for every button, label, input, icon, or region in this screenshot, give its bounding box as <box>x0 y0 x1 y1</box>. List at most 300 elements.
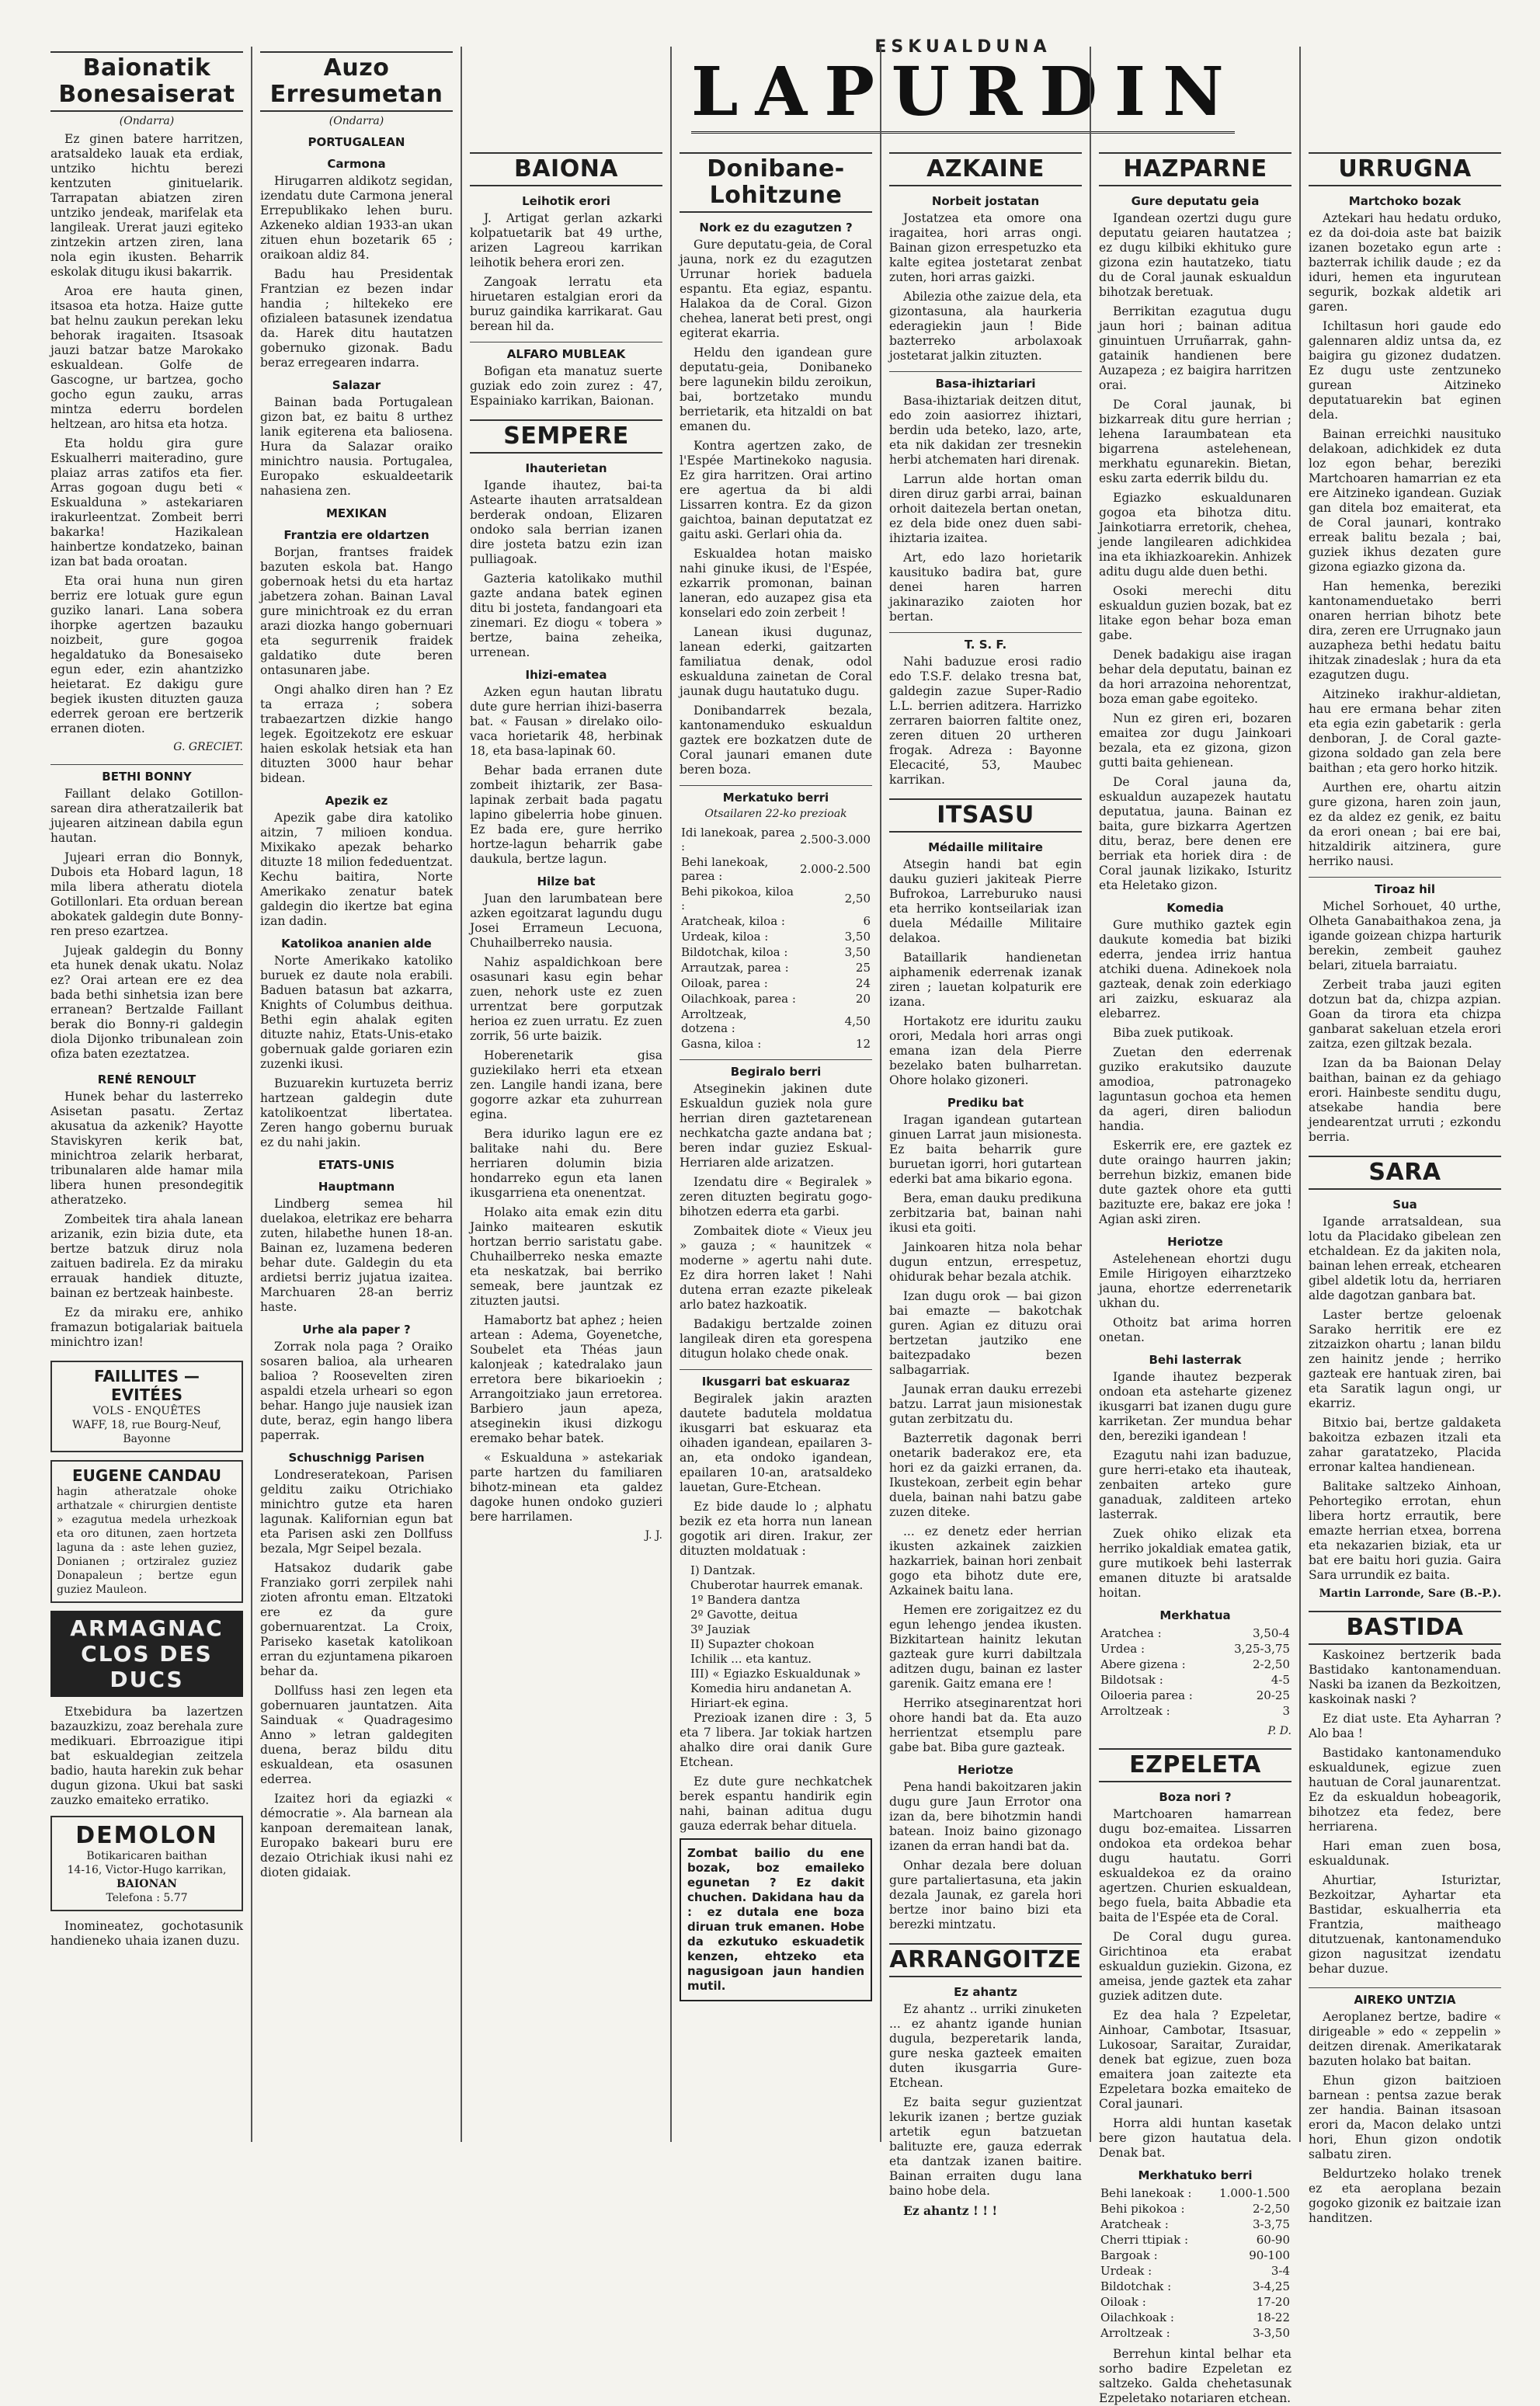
price-value: 1.000-1.500 <box>1219 2186 1290 2200</box>
price-value: 60-90 <box>1256 2233 1290 2247</box>
paragraph: Aztekari hau hedatu orduko, ez da doi-doia aste bat baizik izanen bozetako egun arte : bazterrak ichilik daude ; ez da iduri, hemen eta ingurutean segurik, bozkak aldetik ari garen. <box>1309 211 1501 314</box>
paragraph: Ez baita segur guzientzat lekurik izanen ; bertze guziak artetik egun batzuetan balituzte ere, gauza ederrak eta dantzak izanen baitire. Bainan erraiten dugu lana baino hobe dela. <box>889 2095 1082 2198</box>
price-item: Bargoak : <box>1100 2248 1158 2262</box>
paragraph: Zorrak nola paga ? Oraiko sosaren balioa, ala urhearen balioa ? Roosevelten ziren aspaldi etzela urheari so egon behar. Hango juje nausiek izan dute, beraz, egin hango libera paperrak. <box>260 1340 453 1442</box>
article-ezpeleta <box>1099 1748 1291 2406</box>
ad-text: hagin atheratzale ohoke arthatzale « chirurgien dentiste » ezagutua medela urhezkoak eta oro ditunen, zaen hortzeta laguna da : aste lehen guziez, Donianen ; ortziralez guziez Donapaleun ; bertze egun guziez Mauleon. <box>57 1486 237 1596</box>
price-value: 3,50 <box>844 945 871 959</box>
article-aireko-untzia <box>1309 1987 1501 2226</box>
section-heading: ALFARO MUBLEAK <box>470 342 662 361</box>
paragraph: Begiralek jakin arazten dautete badutela moldatua ikusgarri bat eskuaraz eta oihaden igandean, epailaren 3-an, eta ondoko igandean, epailaren 10-an, aratsaldeko lauetan, Gure-Etchean. <box>680 1392 872 1494</box>
paragraph: Eskerrik ere, ere gaztek ez dute oraingo haurren jakin; berrehun bizkiz, emanen bide dute gaztek ohore eta gutti bazituzte ere, bakaz ere joka ! Agian aski ziren. <box>1099 1139 1291 1226</box>
paragraph: Jujeak galdegin du Bonny eta hunek denak ukatu. Nolaz ez? Orai artean ere ez dea bada bethi sinhetsia izan bere erranean? Bertzalde Faillant berak dio Bonny-ri galdegin diola Dijonko tribunalean zoin ofiza baten ezeztatzea. <box>50 944 243 1061</box>
paragraph: Atsegin handi bat egin dauku guzieri jakiteak Pierre Bufrokoa, Larreburuko nausi eta herriko kontseilariak izan duela Médaille Militaire delakoa. <box>889 857 1082 945</box>
headline: HAZPARNE <box>1099 152 1291 186</box>
article-itsasu <box>889 798 1082 1932</box>
price-row <box>680 854 872 884</box>
headline: AZKAINE <box>889 152 1082 186</box>
program-item: II) Supazter chokoan <box>690 1637 815 1651</box>
section-heading: Basa-ihiztariari <box>889 371 1082 391</box>
price-item: Bildotchak : <box>1100 2279 1172 2293</box>
advertisement-faillites <box>50 1361 243 1452</box>
paragraph: Hortakotz ere iduritu zauku orori, Medala hori arras ongi emana izan dela Pierre bezelako baten bulharretan. Ohore holako gizoneri. <box>889 1014 1082 1087</box>
paragraph: Bazterretik dagonak berri onetarik baderakoz ere, eta hori ez da gaizki erranen, da. Ikustekoan, zerbeit egin behar duela, bainan nahi batzu gabe zuzen diteke. <box>889 1431 1082 1519</box>
article-baionatik <box>50 51 243 753</box>
price-table <box>680 825 872 1052</box>
paragraph: Ez ginen batere harritzen, aratsaldeko lauak eta erdiak, untziko hichtu berezi kentzuten ginituelarik. Tarrapatan abiatzen ziren untziko jendeak, marifelak eta langileak. Urerat jauzi egiteko zintzekin artzen ziren, lana nola egin ikusten. Beharrik eskolak ditugu ikusi bakarrik. <box>50 132 243 279</box>
section-subheading: Behi lasterrak <box>1149 1353 1242 1367</box>
price-row <box>1099 1672 1291 1688</box>
price-row <box>680 913 872 929</box>
article-bastida <box>1309 1611 1501 1977</box>
paragraph: Ez da miraku ere, anhiko framazun botigalariak baituela minichtro izan! <box>50 1306 243 1349</box>
paragraph: Hoberenetarik gisa guziekilako herri eta etxean zen. Langile handi izana, bere gogorre azkar eta zuhurrean egina. <box>470 1048 662 1121</box>
paragraph: Badakigu bertzalde zoinen langileak diren eta gorespena ditugun holako chede onak. <box>680 1317 872 1361</box>
price-value: 4-5 <box>1271 1673 1290 1687</box>
paragraph: Donibandarrek bezala, kantonamenduko eskualdun gaztek ere bozkatzen dute de Coral jaunari emanen dute beren boza. <box>680 704 872 777</box>
paragraph: Apezik gabe dira katoliko aitzin, 7 milioen kondua. Mixikako apezak beharko dituzte 18 milion fededuentzat. Kechu baitira, Norte Amerikako zenatur batek galdegin dio ikertze bat egina izan dadin. <box>260 811 453 928</box>
masthead-kicker: ESKUALDUNA <box>874 37 1052 57</box>
paragraph: Inomineatez, gochotasunik handieneko uhaia izanen duzu. <box>50 1919 243 1948</box>
paragraph: Prezioak izanen dire : 3, 5 eta 7 libera. Jar tokiak hartzen ahalko dire orai danik Gure Etchean. <box>680 1711 872 1769</box>
signature: G. GRECIET. <box>173 741 243 753</box>
section-subheading: Urhe ala paper ? <box>302 1323 411 1337</box>
article-baiona <box>470 152 662 409</box>
paragraph: Behar bada erranen dute zombeit ihiztarik, zer Basa-lapinak zerbait bada pagatu lapino gibelerria hobe ginuen. Ez bada ere, gure herriko hortze-lagun beharrik gabe daukula, bertze lagun. <box>470 763 662 866</box>
price-item: Arroltzeak, dotzena : <box>681 1007 747 1035</box>
price-item: Idi lanekoak, parea : <box>681 826 795 854</box>
paragraph: Bera iduriko lagun ere ez balitake nahi du. Bere herriaren dolumin bizia hondarreko egun eta lanen ikusgarriena eta onenentzat. <box>470 1127 662 1200</box>
price-value: 20-25 <box>1256 1688 1290 1702</box>
paragraph: Horra aldi huntan kasetak bere gizon hautatua dela. Denak bat. <box>1099 2116 1291 2160</box>
price-value: 90-100 <box>1249 2248 1290 2262</box>
section-subheading: Frantzia ere oldartzen <box>283 528 429 542</box>
paragraph: Dollfuss hasi zen legen eta gobernuaren jauntatzen. Aita Sainduak « Quadragesimo Anno » letran galdegiten duena, beraz bildu ditu eskualdean, eta osasunen ederrea. <box>260 1684 453 1786</box>
paragraph: Igande ihautez bezperak ondoan eta asteharte gizenez ikusgarri bat izanen dugu gure karriketan. Zer mundua behar den, bereziki igandean ! <box>1099 1370 1291 1443</box>
paragraph: Aurthen ere, ohartu aitzin gure gizona, haren zoin jaun, ez da aldez ez genik, ez baitu da erori onean ; bai ere bai, hitzaldirik aitzinera, gure herriko nausi. <box>1309 781 1501 868</box>
price-row <box>1099 1703 1291 1719</box>
price-value: 3-4,25 <box>1252 2279 1290 2293</box>
paragraph: Bera, eman dauku predikuna zerbitzaria bat, bainan nahi ikusi eta goiti. <box>889 1191 1082 1235</box>
masthead-title: LAPURDIN <box>691 53 1241 131</box>
price-value: 20 <box>855 992 871 1006</box>
paragraph: Zuek ohiko elizak eta herriko jokaldiak ematea gatik, gure mutikoek behi lasterrak emanen dituzte bi aratsalde hoitan. <box>1099 1527 1291 1600</box>
paragraph: Nahi baduzue erosi radio edo T.S.F. delako tresna bat, galdegin zazue Super-Radio L.L. berrien aditzera. Harrizko zerraren baiorren faltite onez, zeren dituen 20 urtheren frogak. Adreza : Bayonne Elecacité, 53, Maubec karrikan. <box>889 655 1082 787</box>
price-item: Behi lanekoak, parea : <box>681 855 769 883</box>
paragraph: Igande ihautez, bai-ta Astearte ihauten arratsaldean berderak ondoan, Elizaren ondoko sala berrian izanen dire josteta batzu ezin izan pulliagoak. <box>470 478 662 566</box>
section-subheading: Komedia <box>1166 901 1224 915</box>
program-item: III) « Egiazko Eskualdunak » <box>690 1667 861 1681</box>
article-sara <box>1309 1156 1501 1600</box>
headline: Donibane-Lohitzune <box>680 152 872 213</box>
paragraph: Izan da ba Baionan Delay baithan, bainan ez da gehiago erori. Hainbeste senditu dugu, atsekabe handia bere jendearentzat urruti ; ezkondu berria. <box>1309 1056 1501 1144</box>
program-item: 3º Jauziak <box>690 1622 750 1636</box>
section-subheading: Gure deputatu geia <box>1131 194 1260 208</box>
price-value: 17-20 <box>1256 2295 1290 2309</box>
price-value: 2.000-2.500 <box>800 862 871 876</box>
price-value: 3-3,75 <box>1252 2217 1290 2231</box>
signature: Martin Larronde, Sare (B.-P.). <box>1319 1587 1501 1600</box>
columns <box>43 47 1509 2405</box>
paragraph: Lindberg semea hil duelakoa, eletrikaz ere beharra zuten, hilabethe hunen 18-an. Bainan ez, luzamena bederen behar dute. Galdegin du eta ardietsi berriz jujatua izaitea. Marchuaren 28-an berriz haste. <box>260 1197 453 1314</box>
section-subheading: Heriotze <box>1167 1235 1223 1249</box>
paragraph: Atseginekin jakinen dute Eskualdun guziek nola gure herrian diren gaztetarenean nechkatcha gazte andana bat ; beren indar guziez Eskual-Herriaren alde arizatzen. <box>680 1082 872 1170</box>
paragraph: Izaitez hori da egiazki « démocratie ». Ala barnean ala kanpoan deremaitean lanak, Europako bakeari buru ere dezaio Otrichiak ikusi nahi ez dioten gidaiak. <box>260 1792 453 1879</box>
paragraph: Zuetan den ederrenak guziko erakutsiko dauzute amodioa, patronageko laguntasun gochoa eta hemen da ageri, diren baliodun handia. <box>1099 1045 1291 1133</box>
section-heading: Merkatuko berri <box>680 785 872 805</box>
paragraph: Jostatzea eta omore ona iragaitea, hori arras ongi. Bainan gizon errespetuzko eta kalte egitea jostetarat zenbat zuten, hori arras gaizki. <box>889 211 1082 284</box>
paragraph: Abilezia othe zaizue dela, eta gizontasuna, ala haurkeria ederagiekin jaun ! Bide bazterreko arbolaxoak jostetarat jalkin zituzten. <box>889 290 1082 363</box>
section-subheading: Sua <box>1392 1198 1417 1212</box>
price-item: Oilachkoak : <box>1100 2310 1174 2324</box>
paragraph: Igande arratsaldean, sua lotu da Placidako gibelean zen etchaldean. Ez da jakiten nola, bainan lehen erreak, etchearen gibel aldetik lotu da, herriaren alde dagotzan ganbara bat. <box>1309 1215 1501 1302</box>
price-item: Abere gizena : <box>1100 1657 1186 1671</box>
paragraph: Michel Sorhouet, 40 urthe, Olheta Ganabaithakoa zena, ja igande goizean chizpa harturik berekin, zembeit gauhez belari, zituela barraiatu. <box>1309 899 1501 972</box>
section-subheading: Prediku bat <box>947 1096 1024 1110</box>
paragraph: Aitzineko irakhur-aldietan, hau ere ermana behar ziten eta egia ezin gabetarik : gerla denboran, J. de Coral gazte-gizona soldado gan zela bere baithan ; eta gero horko hitzik. <box>1309 687 1501 775</box>
price-value: 12 <box>855 1037 871 1051</box>
paragraph: Faillant delako Gotillon-sarean dira atheratzailerik bat jujearen aitzinean dabila egun hautan. <box>50 787 243 845</box>
price-row <box>680 960 872 975</box>
section-subheading: Merkhatua <box>1159 1608 1231 1622</box>
price-row <box>1099 2279 1291 2294</box>
price-row <box>1099 1641 1291 1657</box>
paragraph: Astelehenean ehortzi dugu Emile Hirigoyen eiharztzeko jauna, ehortze ederrenetarik ukhan du. <box>1099 1252 1291 1310</box>
section-heading: BETHI BONNY <box>50 764 243 784</box>
paragraph: Gazteria katolikako muthil gazte andana batek eginen ditu bi josteta, fandangoari eta zinemari. Ez diogu « tobera » bertze, baina zeheika, urrenean. <box>470 572 662 659</box>
article-azkaine <box>889 152 1082 788</box>
paragraph: Kaskoinez bertzerik bada Bastidako kantonamenduan. Naski ba izanen da Bezkoitzen, kaskoinak naski ? <box>1309 1648 1501 1706</box>
price-value: 2.500-3.000 <box>800 833 871 847</box>
price-row <box>680 975 872 991</box>
article-auzo-erresumetan <box>260 51 453 1880</box>
paragraph: Berrikitan ezagutua dugu jaun hori ; bainan aditua ginuintuen Urruñarrak, gahn-gatainik handienen bere Auzapeza ; ez baigira harritzen orai. <box>1099 304 1291 392</box>
ad-line: Botikaricaren baithan <box>86 1850 207 1862</box>
price-item: Aratchea : <box>1100 1626 1162 1640</box>
paragraph: Juan den larumbatean bere azken egoitzarat lagundu dugu Josei Errameun Lecuona, Chuhailberreko nausia. <box>470 892 662 950</box>
ad-line: VOLS - ENQUÊTES <box>92 1405 201 1417</box>
price-value: 3,25-3,75 <box>1234 1642 1290 1656</box>
paragraph: Ongi ahalko diren han ? Ez ta erraza ; sobera trabaezartzen dizkie hango legek. Egoitzekotz ere eskuar haien eskolak hetsiak eta han dituzten 3000 haur behar bidean. <box>260 683 453 785</box>
ad-line: WAFF, 18, rue Bourg-Neuf, Bayonne <box>72 1419 221 1445</box>
price-item: Cherri ttipiak : <box>1100 2233 1189 2247</box>
paragraph: Norte Amerikako katoliko buruek ez daute nola erabili. Baduen batasun bat azkarra, Knights of Columbus deithua. Bethi egin ahalak egiten dituzte nahiz, Etats-Unis-etako gobernuak galde goriaren ezin zuzenki ikusi. <box>260 954 453 1071</box>
paragraph: Balitake saltzeko Ainhoan, Pehortegiko errotan, ehun libera hortz errautik, bere emazte herrian etxea, borrena eta nekazarien biziak, eta ur bat ere baitu hori guzia. Gaira Sara urrundik ez baita. <box>1309 1479 1501 1582</box>
price-item: Arrautzak, parea : <box>681 961 789 975</box>
paragraph: Han hemenka, bereziki kantonamenduetako berri onaren herrian bihotz bete dira, zeren ere Urrugnako jaun auzapheza bethi hedatu baitu ihitzak zinadeslak ; hura da eta ezagutzen dugu. <box>1309 579 1501 682</box>
price-row <box>680 944 872 960</box>
section-subheading: Apezik ez <box>325 794 388 808</box>
program-item: Komedia hiru andanetan A. Hiriart-ek egina. <box>690 1681 852 1710</box>
article-rene-renoult <box>50 1073 243 1350</box>
price-row <box>1099 2201 1291 2217</box>
price-row <box>1099 2263 1291 2279</box>
section-subheading: Médaille militaire <box>928 840 1043 854</box>
paragraph: Zerbeit traba jauzi egiten dotzun bat da, chizpa azpian. Goan da tirora eta chizpa ganbarat sakeluan etzela erori zaitza, ezen giltzak bezala. <box>1309 978 1501 1051</box>
paragraph: Zombaitek diote « Vieux jeu » gauza ; « haunitzek « moderne » agertu nahi dute. Ez dira horren laket ! Nahi dutena erran ezazte pikeleak arlo batez hazkoatik. <box>680 1224 872 1312</box>
price-row <box>680 1007 872 1036</box>
ad-title: EUGENE CANDAU <box>72 1466 221 1485</box>
price-row <box>680 1036 872 1052</box>
price-row <box>1099 2217 1291 2232</box>
ad-title: DEMOLON <box>75 1822 218 1849</box>
price-row <box>1099 1657 1291 1672</box>
section-subheading: Boza nori ? <box>1159 1790 1232 1804</box>
paragraph: ... ez denetz eder herrian ikusten azkainek zaizkien hazkarriek, bainan hori zenbait gogo eta bihotz dute ere, Azkainek baitu lana. <box>889 1525 1082 1598</box>
price-item: Arroltzeak : <box>1100 2326 1170 2340</box>
column-3 <box>462 47 672 2142</box>
column-7 <box>1301 47 1509 2225</box>
paragraph: « Eskualduna » astekariak parte hartzen du familiaren bihotz-minean eta galdez dagoke hunen ondoko guzieri bere harrilamen. <box>470 1451 662 1524</box>
section-heading: PORTUGALEAN <box>308 135 405 149</box>
paragraph: Bainan bada Portugalean gizon bat, ez baitu 8 urthez lanik egiterena eta baliosena. Hura da Salazar oraiko minichtro nausia. Portugalea, Europako eskualdeetarik nahasiena zen. <box>260 395 453 498</box>
paragraph: Jaunak erran dauku errezebi batzu. Larrat jaun misionestak gutan zerbitzatu du. <box>889 1382 1082 1426</box>
section-subheading: Hilze bat <box>537 874 596 888</box>
headline: ARRANGOITZE <box>889 1943 1082 1977</box>
paragraph: Hamabortz bat aphez ; heien artean : Adema, Goyenetche, Soubelet eta Théas jaun kalonjeak ; katedralako jaun erretora bere bikarioekin ; Arrangoitziako jaun erretorea. Barbiero jaun apeza, atseginekin ikusi dizkogu eremako behar batek. <box>470 1313 662 1445</box>
section-subheading: Katolikoa ananien alde <box>281 937 432 951</box>
price-item: Behi lanekoak : <box>1100 2186 1192 2200</box>
column-5 <box>881 47 1091 2218</box>
headline: SEMPERE <box>470 419 662 454</box>
section-subheading: Norbeit jostatan <box>931 194 1040 208</box>
price-item: Urdea : <box>1100 1642 1145 1656</box>
section-subheading: Leihotik erori <box>522 194 610 208</box>
headline: BASTIDA <box>1309 1611 1501 1645</box>
paragraph: Aroa ere hauta ginen, itsasoa eta hotza. Haize gutte bat helnu zaukun perekan leku behorak iragaiten. Itsasoak jauzi batzar batze Marokako eskualdean. Golfe de Gascogne, ur bartzea, gocho gocho egun zauku, arras mintza ederru bordelen heltzean, aro hitsa eta hotza. <box>50 284 243 431</box>
paragraph: Igandean ozertzi dugu gure deputatu geiaren hautatzea ; ez dugu kilbiki ekhituko gure gizona ezin hautatzeko, tiatu du de Coral jaunak eskualdun bihotzak beretuak. <box>1099 211 1291 299</box>
paragraph: Hatsakoz dudarik gabe Franziako gorri zerpilek nahi zioten afrontu eman. Eltzatoki ere ez da gure gobernuarentzat. La Croix, Pariseko kasetak katolikoan erran du ezjuntamena pikaroen behar da. <box>260 1561 453 1678</box>
price-item: Oiloak, parea : <box>681 976 768 990</box>
paragraph: Ez ahantz ! ! ! <box>903 2203 998 2218</box>
paragraph: Ez bide daude lo ; alphatu bezik ez eta horra nun lanean gogotik ari diren. Irakur, zer dituzten moldatuak : <box>680 1500 872 1558</box>
column-2 <box>252 47 462 2142</box>
article-arrangoitze <box>889 1943 1082 2218</box>
headline: ITSASU <box>889 798 1082 833</box>
section-subheading: Ihizi-ematea <box>525 668 607 682</box>
column-6 <box>1091 47 1301 2405</box>
section-subheading: Ez ahantz <box>954 1985 1017 1999</box>
section-subheading: Heriotze <box>958 1763 1013 1777</box>
price-item: Behi pikokoa : <box>1100 2202 1185 2216</box>
price-item: Oiloak : <box>1100 2295 1146 2309</box>
section-subheading: Hauptmann <box>318 1180 395 1194</box>
paragraph: Ez dute gure nechkatchek berek espantu handirik egin nahi, bainan aditua dugu gauza ederrak behar dituela. <box>680 1775 872 1833</box>
program-item: Chuberotar haurrek emanak. <box>690 1578 864 1592</box>
paragraph: Eta orai huna nun giren berriz ere lotuak gure egun guziko lanari. Lana sobera ihorpke agertzen bazauku noizbeit, gure gogoa hegaldatuko da Bonesaiseko egun eder, ezin ahantzizko heietarat. Ez dakigu gure begiek ikusten dituzten gauza ederrek geroan ere bertzerik erranen dioten. <box>50 574 243 735</box>
price-value: 3 <box>1282 1704 1290 1718</box>
paragraph: Eta holdu gira gure Eskualherri maiteradino, gure plaiaz arras zatifos eta fier. Arras gogoan dugu beti « Eskualduna » astekariaren irakurleentzat. Zombeit berri bakarka! Hazikalean hainbertze kondatzeko, bainan izan bat bada oroatan. <box>50 436 243 568</box>
price-value: 24 <box>855 976 871 990</box>
headline: URRUGNA <box>1309 152 1501 186</box>
paragraph: Hunek behar du lasterreko Asisetan pasatu. Zertaz akusatua da azkenik? Hayotte Staviskyren kerik bat, minichtroa zelarik herbarat, tribunalaren alde hamar mila libera hunen presondegitik atheratzeko. <box>50 1090 243 1207</box>
ad-line: 14-16, Victor-Hugo karrikan, <box>67 1864 227 1876</box>
paragraph: Bastidako kantonamenduko eskualdunek, egizue zuen hautuan de Coral jaunarentzat. Ez da eskualdun hobeagorik, bihotzez eta fedez, bere herriarena. <box>1309 1746 1501 1834</box>
price-row <box>680 929 872 944</box>
price-value: 2-2,50 <box>1252 1657 1290 1671</box>
paragraph: Holako aita emak ezin ditu Jainko maitearen eskutik hortzan berrio saristatu gabe. Chuhailberreko neska emazte eta neskatzak, bai berriko semeak, bere jauntzak ez zituzten jautsi. <box>470 1205 662 1308</box>
article-urrugna <box>1309 152 1501 1145</box>
paragraph: Iragan igandean gutartean ginuen Larrat jaun misionesta. Ez baita beharrik gure buruetan igorri, hori gutartean ederki bat ama bikario egona. <box>889 1113 1082 1186</box>
price-value: 3-3,50 <box>1252 2326 1290 2340</box>
price-row <box>1099 1688 1291 1703</box>
price-table <box>1099 1625 1291 1719</box>
paragraph: Biba zuek putikoak. <box>1113 1026 1234 1040</box>
section-heading: ETATS-UNIS <box>318 1158 395 1172</box>
paragraph: Ez dea hala ? Ezpeletar, Ainhoar, Cambotar, Itsasuar, Lukosoar, Saraitar, Zuraidar, denek bat egizue, zuen boza emaitera joan zaitezte eta Ezpeletara bozka emaiteko de Coral jaunari. <box>1099 2008 1291 2111</box>
subheadline: (Ondarra) <box>329 115 384 127</box>
price-item: Aratcheak : <box>1100 2217 1169 2231</box>
program-list <box>680 1563 872 1711</box>
ad-line: Telefona : 5.77 <box>106 1892 188 1904</box>
paragraph: Berrehun kintal belhar eta sorho badire Ezpeletan ez saltzeko. Galda chehetasunak Ezpeletako notariaren etchean. <box>1099 2347 1291 2405</box>
paragraph: Kontra agertzen zako, de l'Espée Martinekoko nagusia. Ez gira harritzen. Orai artino ere agertua da bi aldi Lissarren kontra. Ez da gizon gaichtoa, bainan deputatzat ez gaitu aski. Gerlari ohia da. <box>680 439 872 541</box>
paragraph: Buzuarekin kurtuzeta berriz hartzean galdegin dute katolikoentzat libertatea. Zeren hango gobernu buruak ez du nahi jakin. <box>260 1076 453 1149</box>
paragraph: Art, edo lazo horietarik kausituko badira bat, gure denei haren harren jakinaraziko zaioten hor bertan. <box>889 551 1082 624</box>
notice-box: Zombat bailio du ene bozak, boz emaileko egunetan ? Ez dakit chuchen. Dakidana hau da : ez dutala ene boza diruan truk emanen. Hobe da ezkutuko eskuadetik kenzen, ehtzeko eta nagusigoan jaun handien mutil. <box>680 1838 872 2001</box>
paragraph: Osoki merechi ditu eskualdun guzien bozak, bat ez litake egon behar boza eman gabe. <box>1099 584 1291 642</box>
paragraph: Jainkoaren hitza nola behar dugun entzun, errespetuz, ohidurak behar bezala atchik. <box>889 1240 1082 1284</box>
section-subheading: Carmona <box>327 157 386 171</box>
price-item: Bildotsak : <box>1100 1673 1163 1687</box>
price-row <box>680 991 872 1007</box>
paragraph: Herriko atseginarentzat hori ohore handi bat da. Eta auzo herrientzat etsemplu pare gabe bat. Biba gure gazteak. <box>889 1696 1082 1754</box>
program-item: Ichilik ... eta kantuz. <box>690 1652 812 1666</box>
price-value: 2,50 <box>844 892 871 906</box>
paragraph: Jujeari erran dio Bonnyk, Dubois eta Hobard lagun, 18 mila libera atheratu diotela Gotillonlari. Eta orduan berean abokatek galdegin dute Bonny-ren preso ezartzea. <box>50 850 243 938</box>
price-value: 2-2,50 <box>1252 2202 1290 2216</box>
price-row <box>1099 2310 1291 2325</box>
paragraph: Aeroplanez bertze, badire « dirigeable » edo « zeppelin » deitzen direnak. Amerikatarak bazuten holako bat baitan. <box>1309 2010 1501 2068</box>
price-item: Gasna, kiloa : <box>681 1037 762 1051</box>
paragraph: De Coral jauna da, eskualdun auzapezek hautatu deputatua, jauna. Bainan ez baita, gure bizkarra Agertzen ditu, beraz, bere denen ere berriak eta horiek dira : de Coral jaunak lizikako, Isturitz eta Heletako gizon. <box>1099 775 1291 892</box>
signature: P. D. <box>1267 1725 1291 1737</box>
paragraph: Bainan erreichki nausituko delakoan, adichkidek ez duta loz egon behar, bereziki Martchoaren hamarrian ez eta ere Aitzineko igandean. Guziak gan ditela boz emaiterat, eta de Coral jaunari, kontrako erreak balitu bezala ; bai, guziek ikhus dezaten gure gizona egiazko gizona da. <box>1309 427 1501 574</box>
section-subheading: Salazar <box>332 378 381 392</box>
price-row <box>680 884 872 913</box>
section-subheading: Schuschnigg Parisen <box>288 1451 425 1465</box>
paragraph: Ez diat uste. Eta Ayharran ? Alo baa ! <box>1309 1712 1501 1740</box>
paragraph: Larrun alde hortan oman diren diruz garbi arrai, bainan orhoit daitezela bertan onetan, ez dela bide onez duen sabi-ihiztaria izaitea. <box>889 472 1082 545</box>
paragraph: Londreseratekoan, Parisen gelditu zaiku Otrichiako minichtro gutze eta haren lagunak. Kalifornian egun bat eta Parisen aski zen Dollfuss bezala, Mgr Seipel bezala. <box>260 1468 453 1556</box>
paragraph: Nun ez giren eri, bozaren emaitea zor dugu Jainkoari bezala, eta ez gizona, gizon gutti baita gehienean. <box>1099 711 1291 770</box>
paragraph: Izendatu dire « Begiralek » zeren dituzten begiratu gogo-bihotzen ederra eta garbi. <box>680 1175 872 1219</box>
price-row <box>1099 1625 1291 1641</box>
paragraph: Othoitz bat arima horren onetan. <box>1099 1316 1291 1344</box>
paragraph: Borjan, frantses fraidek bazuten eskola bat. Hango gobernoak hetsi du eta hartaz jabetzera zohan. Bainan Laval gure minichtroak ez du erran arazi diozka hango gobernuari eta segurrenik fraidek galdatiko dute beren ontasunaren jabe. <box>260 545 453 677</box>
headline: BAIONA <box>470 152 662 186</box>
paragraph: Onhar dezala bere doluan gure partaliertasuna, eta jakin dezala Jaunak, ez garela hori bertze inor baino bizi eta berezki mintzatu. <box>889 1858 1082 1931</box>
program-item: 1º Bandera dantza <box>690 1593 801 1607</box>
headline: SARA <box>1309 1156 1501 1190</box>
section-heading: Ikusgarri bat eskuaraz <box>680 1369 872 1389</box>
paragraph: Beldurtzeko holako trenek ez eta aeroplana bezain gogoko gizonik ez baitzaie izan handitzen. <box>1309 2167 1501 2225</box>
section-subheading: Ihauterietan <box>525 461 607 475</box>
price-item: Aratcheak, kiloa : <box>681 914 785 928</box>
price-row <box>1099 2325 1291 2341</box>
price-item: Arroltzeak : <box>1100 1704 1170 1718</box>
paragraph: Martchoaren hamarrean dugu boz-emaitea. Lissarren ondokoa eta ordekoa behar dugu hautatu. Gorri eskualdekoa ez da oraino agertzen. Churien eskualdean, bego fuela, baita Abbadie eta baita de l'Espée eta de Coral. <box>1099 1807 1291 1924</box>
section-heading: MEXIKAN <box>325 506 388 520</box>
paragraph: Bofigan eta manatuz suerte guziak edo zoin zurez : 47, Espainiako karrikan, Baionan. <box>470 364 662 408</box>
ad-line: BAIONAN <box>116 1878 177 1890</box>
paragraph: Zangoak lerratu eta hiruetaren estalgian erori da buruz gaindika karrikarat. Gau berean hil da. <box>470 275 662 333</box>
paragraph: Azken egun hautan libratu dute gure herrian ihizi-baserra bat. « Fausan » direlako oilo-vaca horietarik 48, herbinak 18, eta basa-lapinak 60. <box>470 685 662 758</box>
price-row <box>680 825 872 854</box>
paragraph: Gure muthiko gaztek egin daukute komedia bat biziki ederra, jendea irriz hantua atchiki duena. Adinekoek nola gazteak, denak zoin ederkiago ari zaizku, eskuaraz ala elebarrez. <box>1099 918 1291 1020</box>
section-subheading: Merkhatuko berri <box>1138 2168 1253 2182</box>
section-heading: Tiroaz hil <box>1309 877 1501 896</box>
ad-title: FAILLITES — EVITÉES <box>94 1367 200 1404</box>
paragraph: Egiazko eskualdunaren gogoa eta bihotza ditu. Jainkotiarra erretorik, chehea, jende langilearen adichkidea ina eta ikhiazkoarekin. Anhizek aditu dugu alde duen bethi. <box>1099 491 1291 579</box>
section-heading: T. S. F. <box>889 632 1082 652</box>
advertisement-armagnac: ARMAGNAC CLOS DES DUCS <box>50 1611 243 1697</box>
paragraph: Denek badakigu aise iragan behar dela deputatu, bainan ez da hori arrazoina nehorentzat, boza eman gabe egoiteko. <box>1099 648 1291 706</box>
price-row <box>1099 2232 1291 2248</box>
price-item: Urdeak : <box>1100 2264 1152 2278</box>
paragraph: Pena handi bakoitzaren jakin dugu gure Jaun Errotor ona izan da, bere bihotzmin handi batean. Inoiz baino gizonago izanen da erran handi bat da. <box>889 1780 1082 1853</box>
article-hazparne <box>1099 152 1291 1737</box>
paragraph: Ichiltasun hori gaude edo galennaren aldiz untsa da, ez baigira gu gizonez dudatzen. Ez dugu uste zentzuneko gurean Aitzineko deputatuarekin bat eginen dela. <box>1309 319 1501 422</box>
article-donibane <box>680 152 872 2001</box>
price-item: Urdeak, kiloa : <box>681 930 769 944</box>
headline: Auzo Erresumetan <box>260 51 453 112</box>
price-table <box>1099 2185 1291 2341</box>
price-item: Bildotchak, kiloa : <box>681 945 788 959</box>
paragraph: Ahurtiar, Isturiztar, Bezkoitzar, Ayhartar eta Bastidar, eskualherria eta Frantzia, maitheago ditutzuenak, kantonamenduko gizon nagusitzat izendatu behar duzue. <box>1309 1873 1501 1976</box>
price-date: Otsailaren 22-ko prezioak <box>704 808 847 820</box>
paragraph: Bataillarik handienetan aiphamenik ederrenak izanak ziren ; lauetan kolpaturik ere izana. <box>889 951 1082 1009</box>
column-4 <box>672 47 881 2142</box>
price-value: 3,50 <box>844 930 871 944</box>
paragraph: Hari eman zuen bosa, eskualdunak. <box>1309 1839 1501 1868</box>
section-heading: Begiralo berri <box>680 1059 872 1079</box>
paragraph: De Coral jaunak, bi bizkarreak ditu gure herrian ; lehena Iaraumbatean eta bigarrena astelehenean, merkhatu egunarekin. Bietan, esku zarta ederrik bildu du. <box>1099 398 1291 485</box>
paragraph: Laster bertze geloenak Sarako herritik ere ez zitzaizkon ohartu ; lanan bildu zen hainitz jende ; herriko gazteak ere hantuak ziren, bai eta Saratik lagun ongi, ur ekarriz. <box>1309 1308 1501 1410</box>
price-value: 18-22 <box>1256 2310 1290 2324</box>
subheadline: (Ondarra) <box>119 115 175 127</box>
price-item: Behi pikokoa, kiloa : <box>681 885 794 913</box>
signature: J. J. <box>645 1529 662 1542</box>
paragraph: Eskualdea hotan maisko nahi ginuke ikusi, de l'Espée, ezkarrik promonan, bainan laneran, edo auzapez gisa eta konselari edo zoin zerbeit ! <box>680 547 872 620</box>
paragraph: De Coral dugu gurea. Girichtinoa eta erabat eskualdun guziekin. Gizona, ez ameisa, jende gaztek eta zahar guziek aditzen dute. <box>1099 1930 1291 2003</box>
paragraph: Ez ahantz .. urriki zinuketen ... ez ahantz igande hunian dugula, bezperetarik landa, gure neska gazteek emaiten duten ikusgarria Gure-Etchean. <box>889 2002 1082 2090</box>
article-sempere <box>470 419 662 1542</box>
paragraph: Ezagutu nahi izan baduzue, gure herri-etako eta ihauteak, zenbaiten arteko gure ganaduak, zalditeen arteko lasterrak. <box>1099 1448 1291 1521</box>
paragraph: Izan dugu orok — bai gizon bai emazte — bakotchak guren. Agian ez dituzu orai bertzetan jautziko ene baitezpadako bezen salbagarriak. <box>889 1289 1082 1377</box>
paragraph: Basa-ihiztariak deitzen ditut, edo zoin aasiorrez ihiztari, berdin uda beteko, lazo, arte, eta nik dakidan zer tresnekin herbi atchematen hari direnak. <box>889 394 1082 467</box>
price-value: 3-4 <box>1271 2264 1290 2278</box>
price-item: Oiloeria parea : <box>1100 1688 1193 1702</box>
paragraph: Ehun gizon baitzioen barnean : pentsa zazue berak zer handia. Bainan itsasoan erori da, Macon delako untzi hori, Ehun gizon ondotik salbatu ziren. <box>1309 2074 1501 2161</box>
article-bethi-bonny <box>50 764 243 1062</box>
paragraph: Badu hau Presidentak Frantzian ez bezen indar handia ; hiltekeko ere ofizialeen batasunek izendatua da. Harek ditu hautatzen gobernuko gizonak. Badu beraz erregearen indarra. <box>260 267 453 370</box>
price-row <box>1099 2294 1291 2310</box>
program-item: 2º Gavotte, deitua <box>690 1608 798 1622</box>
advertisement-candau <box>50 1460 243 1603</box>
price-value: 25 <box>855 961 871 975</box>
section-heading: AIREKO UNTZIA <box>1309 1987 1501 2007</box>
paragraph: Zombeitek tira ahala lanean arizanik, ezin bizia dute, eta bertze batzuk diruz nola zaituen badirela. Ez da miraku errauak handiek dituzte, bainan ez bertzeak hainbeste. <box>50 1212 243 1300</box>
column-1 <box>43 47 252 2142</box>
paragraph: Nahiz aspaldichkoan bere osasunari kasu egin behar zuen, nehork uste ez zuen urrentzat bere gorputzak herioa ez zuen urratu. Ez zuen zorrik, 56 urte baizik. <box>470 955 662 1043</box>
section-heading: RENÉ RENOULT <box>97 1073 196 1087</box>
paragraph: Etxebidura ba lazertzen bazauzkizu, zoaz berehala zure medikuari. Ebrroazigue itipi bat eskualdegian zeitzela badio, hauta harekin zuk behar dugun gizona. Ukui bat saski zauzko emaiteko erratiko. <box>50 1705 243 1807</box>
paragraph: Hemen ere zorigaitzez ez du egun lehengo jendea ikusten. Bizkitartean hainitz lekutan gazteak gure kurri dabiltzala aditzen dugu, bainan ez laster garenik. Gaitz emana ere ! <box>889 1603 1082 1691</box>
paragraph: J. Artigat gerlan azkarki kolpatuetarik bat 49 urthe, arizen Lagreou karrikan leihotik behera erori zen. <box>470 211 662 269</box>
price-row <box>1099 2185 1291 2201</box>
paragraph: Gure deputatu-geia, de Coral jauna, nork ez du ezagutzen Urrunar horiek baduela espantu. Eta egiaz, espantu. Halakoa da de Coral. Gizon chehea, lanerat beti prest, ongi egiterat ekarria. <box>680 238 872 340</box>
